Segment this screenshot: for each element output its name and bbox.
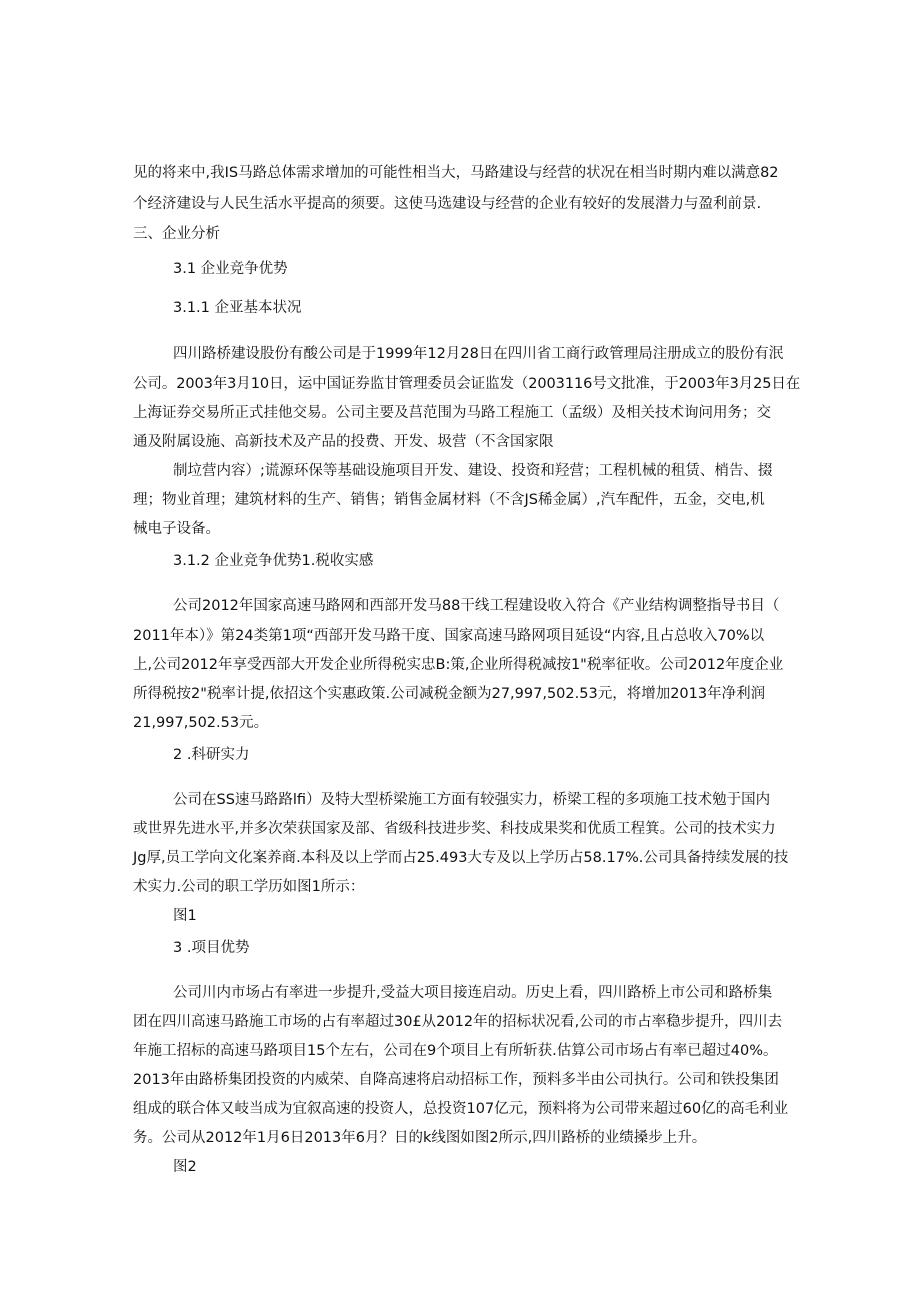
paragraph-intro-line-1: 见的将来中,我IS马路总体需求增加的可能性相当大，马路建设与经营的状况在相当时期内难以满意82 bbox=[133, 165, 779, 181]
paragraph-company-line-4: 通及附属设施、高新技术及产品的投费、开发、圾营（不含国家限 bbox=[133, 434, 554, 450]
paragraph-tax-line-4: 所得税按2"税率计提,依招这个实惠政策.公司减税金额为27,997,502.53元，将增加2013年净利润 bbox=[133, 686, 766, 702]
paragraph-research-line-2: 或世界先进水平,并多次荣获国家及部、省级科技进步奖、科技成果奖和优质工程箕。公司的技术实力 bbox=[133, 821, 776, 837]
paragraph-tax-line-1: 公司2012年国家高速马路网和西部开发马88干线工程建设收入符合《产业结构调整指导书目（ bbox=[173, 598, 780, 614]
paragraph-research-line-4: 术实力.公司的职工学历如图1所示： bbox=[133, 879, 365, 895]
paragraph-scope-line-3: 械电子设备。 bbox=[133, 521, 220, 537]
paragraph-research-line-3: Jg厚,员工学向文化案养商.本科及以上学而占25.493大专及以上学历占58.17%.公司具备持续发展的技 bbox=[133, 850, 789, 866]
paragraph-intro-line-2: 个经济建设与人民生活水平提高的须要。这使马选建设与经营的企业有较好的发展潜力与盈利前景. bbox=[133, 196, 762, 212]
paragraph-research-line-1: 公司在SS速马路路lfi）及特大型桥梁施工方面有较强实力，桥梁工程的多项施工技术勉于国内 bbox=[173, 792, 771, 808]
paragraph-tax-line-3: 上,公司2012年享受西部大开发企业所得税实忠B:策,企业所得税减按1"税率征收。公司2012年度企业 bbox=[133, 657, 784, 673]
section-heading: 三、企业分析 bbox=[133, 226, 220, 242]
figure-2-caption: 图2 bbox=[173, 1159, 197, 1175]
subsection-heading-projects: 3 .项目优势 bbox=[173, 940, 250, 956]
paragraph-projects-line-3: 年施工招标的高速马路项目15个左右，公司在9个项目上有所斩获.估算公司市场占有率已超过40%。 bbox=[133, 1043, 778, 1059]
paragraph-projects-line-2: 团在四川高速马路施工市场的占有率超过30£从2012年的招标状况看,公司的市占率稳步提升，四川去 bbox=[133, 1014, 783, 1030]
figure-1-caption: 图1 bbox=[173, 908, 197, 924]
subsection-heading-3-1-2: 3.1.2 企业竞争优势1.税收实感 bbox=[173, 553, 374, 569]
paragraph-company-line-3: 上海证券交易所正式挂他交易。公司主要及莒范围为马路工程施工（孟级）及相关技术询问用务；交 bbox=[133, 405, 771, 421]
paragraph-company-line-2: 公司。2003年3月10日，运中国证券监甘管理委员会证监发（2003116号文批准，于2003年3月25日在 bbox=[133, 376, 801, 392]
paragraph-scope-line-1: 制垃营内容）;谎源环保等基础设施项目开发、建设、投资和羟营；工程机械的租赁、梢告、掇 bbox=[173, 463, 773, 479]
paragraph-projects-line-1: 公司川内市场占有率进一步提升,受益大项目接连启动。历史上看，四川路桥上市公司和路桥集 bbox=[173, 985, 773, 1001]
paragraph-projects-line-5: 组成的联合体又岐当成为宜叙高速的投资人，总投资107亿元，预料将为公司带来超过60亿的高毛利业 bbox=[133, 1101, 789, 1117]
paragraph-company-line-1: 四川路桥建设股份有酸公司是于1999年12月28日在四川省工商行政管理局注册成立的股份有泯 bbox=[173, 346, 784, 362]
subsection-heading-3-1-1: 3.1.1 企亚基本状况 bbox=[173, 300, 302, 316]
paragraph-tax-line-5: 21,997,502.53元。 bbox=[133, 715, 269, 731]
paragraph-tax-line-2: 2011年本）》第24类第1项“西部开发马路干度、国家高速马路网项目延设“内容,且占总收入70%以 bbox=[133, 628, 765, 644]
subsection-heading-3-1: 3.1 企业竞争优势 bbox=[173, 261, 288, 277]
subsection-heading-research: 2 .科研实力 bbox=[173, 747, 250, 763]
paragraph-projects-line-6: 务。公司从2012年1月6日2013年6月？日的k线图如图2所示,四川路桥的业绩搡步上升。 bbox=[133, 1130, 707, 1146]
paragraph-projects-line-4: 2013年由路桥集团投资的内威荣、自降高速将启动招标工作，预料多半由公司执行。公司和铁投集团 bbox=[133, 1072, 779, 1088]
paragraph-scope-line-2: 理；物业首理；建筑材料的生产、销售；销售金属材料（不含JS稀金属）,汽车配件，五金，交电,机 bbox=[133, 492, 765, 508]
